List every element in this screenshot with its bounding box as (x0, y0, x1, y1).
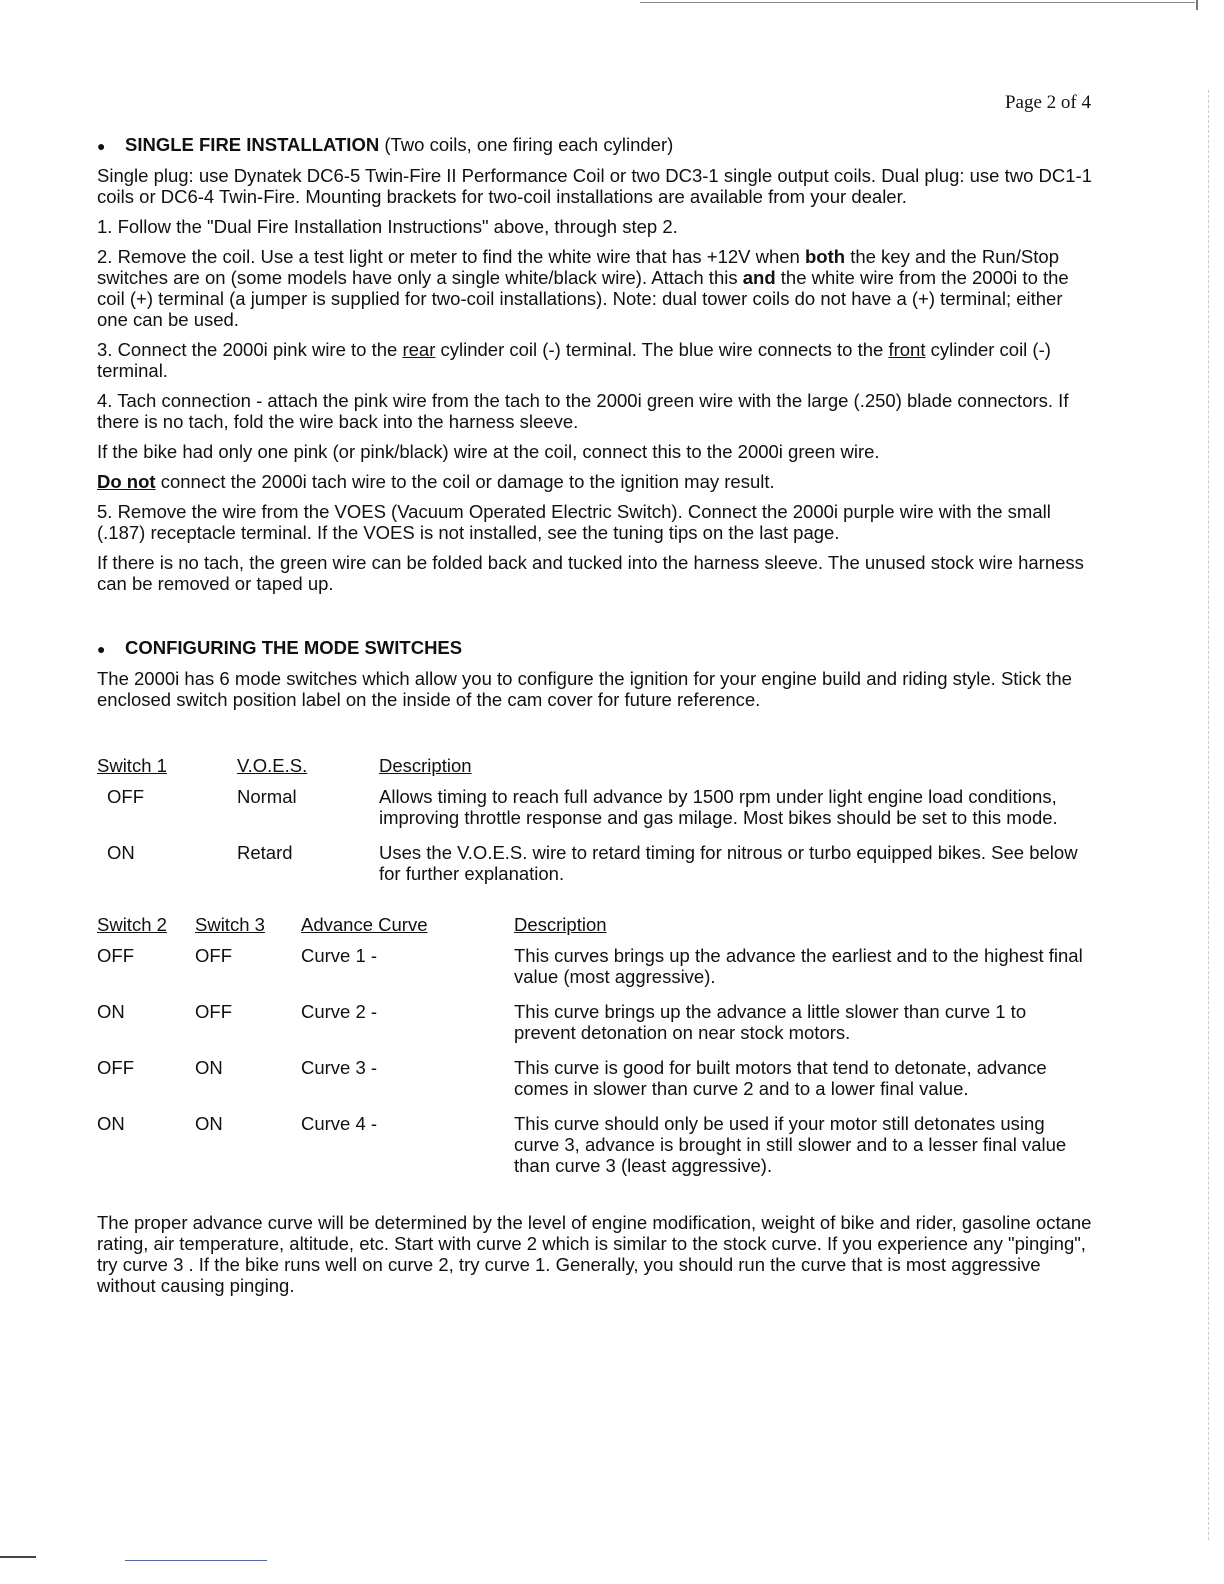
cell-voes: Retard (237, 842, 293, 863)
closing-paragraph: The proper advance curve will be determined by the level of engine modification, weight of bike and rider, gasoline octane rating, air temperature, altitude, etc. Start with curve 2 which is similar to the stock curve. If you experience any "pinging", try curve 3 . If the bike runs well on curve 2, try curve 1. Generally, you should run the curve that is most aggressive without causing pinging. (97, 1212, 1092, 1296)
warning-tach-wire (97, 471, 1092, 492)
bullet-icon: ● (97, 138, 106, 154)
warning-do-not: Do not (97, 471, 156, 492)
mode-switches-heading (97, 637, 1092, 660)
step-3-underline-rear: rear (402, 339, 436, 360)
step-5: 5. Remove the wire from the VOES (Vacuum Operated Electric Switch). Connect the 2000i purple wire with the small (.187) receptacle terminal. If the VOES is not installed, see the tuning tips on the last page. (97, 501, 1051, 543)
cell-curve: Curve 3 - (301, 1057, 378, 1078)
header-description: Description (379, 755, 472, 776)
header-voes: V.O.E.S. (237, 755, 308, 776)
cell-switch-3: ON (195, 1057, 223, 1078)
step-2-text-a: 2. Remove the coil. Use a test light or meter to find the white wire that has +12V when (97, 246, 805, 267)
table-row (97, 842, 1092, 884)
scan-right-edge (1208, 90, 1210, 1540)
step-2-text-e: the white wire from the 2000i to the coil (+) terminal (a jumper is supplied for two-coil installations). Note: dual tower coils do not have a (+) terminal; either one can be used. (97, 267, 1069, 330)
scan-top-border (640, 2, 1195, 3)
step-2-bold-and: and (742, 267, 776, 288)
cell-description: This curve should only be used if your motor still detonates using curve 3, advance is brought in still slower and to a lesser final value than curve 3 (least aggressive). (514, 1113, 1067, 1176)
warning-text: connect the 2000i tach wire to the coil or damage to the ignition may result. (155, 471, 775, 492)
cell-description: Uses the V.O.E.S. wire to retard timing for nitrous or turbo equipped bikes. See below for further explanation. (379, 842, 1078, 884)
cell-curve: Curve 4 - (301, 1113, 378, 1134)
cell-description: This curve is good for built motors that tend to detonate, advance comes in slower than curve 2 and to a lower final value. (514, 1057, 1047, 1099)
cell-description: Allows timing to reach full advance by 1500 rpm under light engine load conditions, improving throttle response and gas milage. Most bikes should be set to this mode. (379, 786, 1058, 828)
step-3-underline-front: front (888, 339, 926, 360)
page-number: Page 2 of 4 (1004, 92, 1091, 113)
bullet-icon: ● (97, 641, 106, 657)
advance-curve-table (97, 914, 1092, 1176)
step-3 (97, 339, 1092, 381)
header-description: Description (514, 914, 607, 935)
cell-switch-1: ON (107, 842, 135, 863)
cell-voes: Normal (237, 786, 297, 807)
cell-switch-2: ON (97, 1113, 125, 1134)
scan-corner-mark (1196, 0, 1198, 10)
note-no-tach: If there is no tach, the green wire can be folded back and tucked into the harness sleeve. The unused stock wire harness can be removed or taped up. (97, 552, 1084, 594)
scan-mark-left (0, 1556, 36, 1558)
cell-curve: Curve 2 - (301, 1001, 378, 1022)
table-row (97, 1001, 1092, 1043)
cell-switch-1: OFF (107, 786, 144, 807)
single-fire-intro: Single plug: use Dynatek DC6-5 Twin-Fire II Performance Coil or two DC3-1 single output coils. Dual plug: use two DC1-1 coils or DC6-4 Twin-Fire. Mounting brackets for two-coil installations are available from your dealer. (97, 165, 1092, 207)
step-2-bold-both: both (805, 246, 846, 267)
step-4: 4. Tach connection - attach the pink wire from the tach to the 2000i green wire with the large (.250) blade connectors. If there is no tach, fold the wire back into the harness sleeve. (97, 390, 1069, 432)
step-3-text-e: cylinder coil (-) terminal. (97, 339, 1051, 381)
document-body (97, 134, 1092, 1305)
table-row (97, 786, 1092, 828)
step-1: 1. Follow the "Dual Fire Installation Instructions" above, through step 2. (97, 216, 678, 237)
table-header (97, 755, 1092, 776)
step-3-text-c: cylinder coil (-) terminal. The blue wire connects to the (435, 339, 889, 360)
step-2 (97, 246, 1092, 330)
mode-switches-title: CONFIGURING THE MODE SWITCHES (125, 637, 463, 658)
cell-curve: Curve 1 - (301, 945, 378, 966)
table-header (97, 914, 1092, 935)
cell-switch-2: OFF (97, 945, 134, 966)
cell-description: This curve brings up the advance a little slower than curve 1 to prevent detonation on near stock motors. (514, 1001, 1027, 1043)
table-row (97, 1113, 1092, 1176)
table-row (97, 945, 1092, 987)
header-advance-curve: Advance Curve (301, 914, 428, 935)
header-switch-2: Switch 2 (97, 914, 167, 935)
step-2-text-c: the key and the Run/Stop switches are on (some models have only a single white/black wire). Attach this (97, 246, 1059, 288)
single-fire-title: SINGLE FIRE INSTALLATION (125, 134, 380, 155)
table-row (97, 1057, 1092, 1099)
note-pink-wire: If the bike had only one pink (or pink/black) wire at the coil, connect this to the 2000i green wire. (97, 441, 880, 462)
scan-mark-bottom (125, 1560, 267, 1561)
cell-description: This curves brings up the advance the earliest and to the highest final value (most aggressive). (514, 945, 1083, 987)
cell-switch-2: OFF (97, 1057, 134, 1078)
voes-switch-table (97, 755, 1092, 884)
cell-switch-2: ON (97, 1001, 125, 1022)
single-fire-heading (97, 134, 1092, 157)
cell-switch-3: OFF (195, 945, 232, 966)
header-switch-3: Switch 3 (195, 914, 265, 935)
header-switch-1: Switch 1 (97, 755, 167, 776)
cell-switch-3: ON (195, 1113, 223, 1134)
mode-switches-intro: The 2000i has 6 mode switches which allow you to configure the ignition for your engine build and riding style. Stick the enclosed switch position label on the inside of the cam cover for future reference. (97, 668, 1072, 710)
single-fire-subtitle: (Two coils, one firing each cylinder) (379, 134, 674, 155)
step-3-text-a: 3. Connect the 2000i pink wire to the (97, 339, 403, 360)
cell-switch-3: OFF (195, 1001, 232, 1022)
